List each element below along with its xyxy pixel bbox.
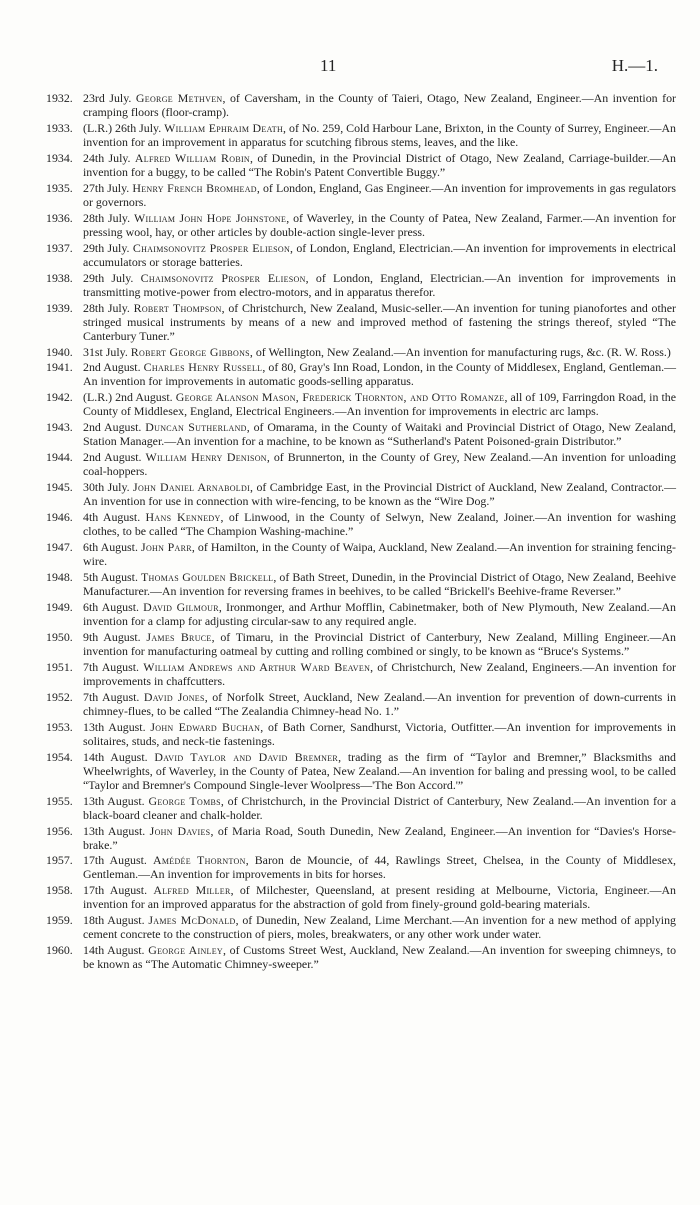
page-number: 11 (320, 56, 337, 75)
invention-description: , of Maria Road, South Dunedin, New Zealand, Engineer.—An invention for “Davies's Horse-brake.” (83, 823, 676, 852)
invention-description: , of Caversham, in the County of Taieri, Otago, New Zealand, Engineer.—An invention for cramping floors (floor-cramp). (83, 91, 676, 119)
entry-number: 1957. (46, 853, 73, 868)
entry-number: 1950. (46, 629, 73, 644)
patent-entry (46, 660, 676, 688)
applicant-name: Robert Thompson (133, 300, 222, 315)
applicant-name: John Parr (141, 540, 192, 555)
entry-number: 1936. (46, 210, 73, 225)
entry-date: 29th July. (83, 270, 141, 285)
patent-application-list (46, 91, 676, 973)
applicant-name: William Andrews and Arthur Ward Beaven (143, 659, 371, 674)
invention-description: , of Dunedin, in the Provincial District of Otago, New Zealand, Carriage-builder.—An invention for a buggy, to be called “The Robin's Patent Convertible Buggy.” (83, 150, 676, 179)
applicant-name: George Alanson Mason, Frederick Thornton, and Otto Romanze (175, 390, 505, 405)
invention-description: , of Milchester, Queensland, at present residing at Melbourne, Victoria, Engineer.—An invention for an improved apparatus for the abstraction of gold from finely-ground gold-bearing materials. (83, 883, 677, 912)
invention-description: , of Christchurch, New Zealand, Engineers.—An invention for improvements in chaffcutters. (83, 659, 677, 688)
entry-date: (L.R.) 2nd August. (83, 390, 176, 405)
entry-date: 2nd August. (83, 450, 146, 465)
entry-number: 1944. (46, 450, 73, 465)
entry-text (83, 750, 676, 792)
entry-text (83, 360, 676, 388)
patent-entry (46, 913, 676, 941)
patent-entry (46, 540, 676, 568)
entry-number: 1960. (46, 943, 73, 958)
applicant-name: John Davies (149, 823, 211, 838)
entry-number: 1937. (46, 240, 73, 255)
patent-entry (46, 750, 676, 792)
invention-description: , of Waverley, in the County of Patea, New Zealand, Farmer.—An invention for pressing wool, hay, or other articles by double-action single-lever press. (83, 210, 677, 239)
entry-number: 1932. (46, 91, 73, 105)
entry-text (83, 121, 676, 149)
entry-date: 13th August. (83, 823, 150, 838)
entry-text (83, 241, 676, 269)
invention-description: , of Norfolk Street, Auckland, New Zealand.—An invention for prevention of down-currents in chimney-flues, to be called “The Zealandia Chimney-head No. 1.” (83, 689, 677, 718)
invention-description: , of Omarama, in the County of Waitaki and Provincial District of Otago, New Zealand, Station Manager.—An invention for a machine, to be known as “Sutherland's Patent Poisoned-grain Distributor.” (83, 420, 677, 449)
applicant-name: George Methven (135, 91, 223, 105)
invention-description: , of Christchurch, in the Provincial District of Canterbury, New Zealand.—An invention for a black-board cleaner and chalk-holder. (83, 793, 676, 822)
entry-date: 2nd August. (83, 360, 144, 375)
entry-text (83, 450, 676, 478)
entry-text (83, 570, 676, 598)
patent-entry (46, 450, 676, 478)
patent-entry (46, 345, 676, 359)
entry-date: 4th August. (83, 510, 146, 525)
entry-date: 18th August. (83, 913, 149, 928)
entry-text (83, 883, 676, 911)
patent-entry (46, 301, 676, 343)
entry-date: 31st July. (83, 344, 131, 359)
entry-number: 1956. (46, 823, 73, 838)
patent-entry (46, 480, 676, 508)
entry-number: 1940. (46, 344, 73, 359)
entry-text (83, 824, 676, 852)
entry-number: 1943. (46, 420, 73, 435)
entry-date: 28th July. (83, 210, 134, 225)
entry-date: 7th August. (83, 659, 144, 674)
applicant-name: James McDonald (148, 913, 236, 928)
patent-entry (46, 853, 676, 881)
invention-description: , of Dunedin, New Zealand, Lime Merchant.—An invention for a new method of applying cement concrete to the construction of piers, moles, breakwaters, or any other work under water. (83, 913, 676, 942)
invention-description: , of Hamilton, in the County of Waipa, Auckland, New Zealand.—An invention for straining fencing-wire. (83, 540, 676, 569)
entry-text (83, 794, 676, 822)
entry-date: 14th August. (83, 749, 155, 764)
applicant-name: William Henry Denison (145, 450, 267, 465)
patent-entry (46, 943, 676, 971)
invention-description: , of Timaru, in the Provincial District of Canterbury, New Zealand, Milling Engineer.—An invention for manufacturing oatmeal by cutting and rolling combined or singly, to be known as “Bruce's Systems.” (83, 629, 676, 658)
entry-number: 1946. (46, 510, 73, 525)
entry-text (83, 630, 676, 658)
entry-date: 6th August. (83, 599, 144, 614)
entry-date: 13th August. (83, 719, 151, 734)
page-header (0, 56, 700, 80)
entry-number: 1949. (46, 599, 73, 614)
patent-entry (46, 181, 676, 209)
applicant-name: Amédée Thornton (152, 853, 246, 868)
applicant-name: James Bruce (146, 629, 212, 644)
invention-description: , of Cambridge East, in the Provincial District of Auckland, New Zealand, Contractor.—An invention for use in connection with wire-fencing, to be known as the “Wire Dog.” (83, 480, 676, 509)
entry-date: 24th July. (83, 150, 135, 165)
applicant-name: John Daniel Arnaboldi (133, 480, 251, 495)
entry-number: 1959. (46, 913, 73, 928)
entry-date: 30th July. (83, 480, 134, 495)
applicant-name: George Ainley (148, 943, 223, 958)
patent-entry (46, 151, 676, 179)
entry-date: 28th July. (83, 300, 134, 315)
applicant-name: David Taylor and David Bremner (154, 749, 339, 764)
entry-text (83, 510, 676, 538)
entry-number: 1935. (46, 180, 73, 195)
patent-entry (46, 390, 676, 418)
patent-entry (46, 720, 676, 748)
entry-number: 1933. (46, 120, 73, 135)
entry-date: 14th August. (83, 943, 149, 958)
patent-entry (46, 570, 676, 598)
invention-description: , of London, England, Electrician.—An invention for improvements in electrical accumulators or storage batteries. (83, 240, 676, 269)
entry-date: 6th August. (83, 540, 142, 555)
invention-description: , of Bath Street, Dunedin, in the Provincial District of Otago, New Zealand, Beehive Manufacturer.—An invention for reversing frames in beehives, to be called “Brickell's Beehive-frame Reverser.” (83, 570, 676, 598)
invention-description: , of Bath Corner, Sandhurst, Victoria, Outfitter.—An invention for improvements in solitaires, studs, and neck-tie fastenings. (83, 719, 676, 748)
entry-number: 1948. (46, 570, 73, 584)
entry-text (83, 420, 676, 448)
applicant-name: David Gilmour (143, 599, 219, 614)
patent-entry (46, 824, 676, 852)
entry-text (83, 480, 676, 508)
applicant-name: Chaimsonovitz Prosper Elieson (140, 270, 306, 285)
applicant-name: Chaimsonovitz Prosper Elieson (132, 240, 291, 255)
entry-date: 9th August. (83, 629, 147, 644)
applicant-name: Henry French Bromhead (132, 180, 257, 195)
patent-entry (46, 630, 676, 658)
applicant-name: Hans Kennedy (145, 510, 221, 525)
entry-number: 1954. (46, 749, 73, 764)
applicant-name: Charles Henry Russell (143, 360, 263, 375)
entry-number: 1938. (46, 270, 73, 285)
entry-number: 1945. (46, 480, 73, 495)
invention-description: , Ironmonger, and Arthur Mofflin, Cabinetmaker, both of New Plymouth, New Zealand.—An invention for a clamp for adjusting circular-saw to any required angle. (83, 599, 676, 628)
applicant-name: Alfred William Robin (134, 150, 250, 165)
entry-number: 1951. (46, 659, 73, 674)
entry-text (83, 91, 676, 119)
invention-description: , trading as the firm of “Taylor and Bremner,” Blacksmiths and Wheelwrights, of Waverley, in the County of Patea, New Zealand.—An invention for baling and pressing wool, to be called “Taylor and Bremner's Compound Single-lever Woolpress—'The Bon Accord.'” (83, 749, 676, 792)
invention-description: , of Brunnerton, in the County of Grey, New Zealand.—An invention for unloading coal-hoppers. (83, 450, 676, 479)
entry-number: 1942. (46, 390, 73, 405)
applicant-name: Robert George Gibbons (130, 344, 250, 359)
entry-date: 7th August. (83, 689, 144, 704)
entry-date: 2nd August. (83, 420, 146, 435)
entry-text (83, 390, 676, 418)
entry-text (83, 211, 676, 239)
patent-entry (46, 883, 676, 911)
invention-description: , of London, England, Gas Engineer.—An invention for improvements in gas regulators or governors. (83, 180, 676, 209)
entry-text (83, 301, 676, 343)
entry-number: 1941. (46, 360, 73, 375)
applicant-name: William Ephraim Death (164, 120, 284, 135)
entry-date: (L.R.) 26th July. (83, 120, 165, 135)
patent-entry (46, 510, 676, 538)
entry-text (83, 720, 676, 748)
entry-date: 13th August. (83, 793, 149, 808)
patent-entry (46, 91, 676, 119)
applicant-name: Duncan Sutherland (145, 420, 247, 435)
entry-number: 1939. (46, 300, 73, 315)
entry-text (83, 943, 676, 971)
invention-description: , of No. 259, Cold Harbour Lane, Brixton, in the County of Surrey, Engineer.—An invention for an improvement in apparatus for scutching fibrous stems, leaves, and the like. (83, 120, 676, 149)
entry-text (83, 690, 676, 718)
applicant-name: John Edward Buchan (150, 719, 261, 734)
applicant-name: George Tombs (148, 793, 221, 808)
applicant-name: Alfred Miller (153, 883, 231, 898)
entry-number: 1953. (46, 719, 73, 734)
entry-text (83, 271, 676, 299)
patent-entry (46, 794, 676, 822)
entry-number: 1952. (46, 689, 73, 704)
entry-text (83, 151, 676, 179)
patent-entry (46, 600, 676, 628)
invention-description: , of Christchurch, New Zealand, Music-seller.—An invention for tuning pianofortes and other stringed musical instruments by means of a new and improved method of fastening the strings thereof, styled “The Canterbury Tuner.” (83, 300, 676, 343)
applicant-name: Thomas Goulden Brickell (140, 570, 274, 584)
patent-entry (46, 420, 676, 448)
entry-date: 5th August. (83, 570, 141, 584)
entry-number: 1947. (46, 540, 73, 555)
parliamentary-paper-reference: H.—1. (611, 56, 658, 75)
patent-entry (46, 241, 676, 269)
entry-date: 17th August. (83, 853, 153, 868)
invention-description: , of Wellington, New Zealand.—An invention for manufacturing rugs, &c. (R. W. Ross.) (249, 344, 671, 359)
entry-date: 17th August. (83, 883, 154, 898)
entry-date: 23rd July. (83, 91, 136, 105)
entry-text (83, 540, 676, 568)
entry-date: 27th July. (83, 180, 133, 195)
entry-text (83, 181, 676, 209)
invention-description: , of 80, Gray's Inn Road, London, in the County of Middlesex, England, Gentleman.—An invention for improvements in automatic goods-selling apparatus. (83, 360, 677, 389)
invention-description: , Baron de Mouncie, of 44, Rawlings Street, Chelsea, in the County of Middlesex, Gentleman.—An invention for improvements in bits for horses. (83, 853, 676, 882)
applicant-name: William John Hope Johnstone (133, 210, 287, 225)
invention-description: , of Linwood, in the County of Selwyn, New Zealand, Joiner.—An invention for washing clothes, to be called “The Champion Washing-machine.” (83, 510, 676, 539)
patent-entry (46, 271, 676, 299)
patent-entry (46, 121, 676, 149)
patent-entry (46, 690, 676, 718)
invention-description: , of Customs Street West, Auckland, New Zealand.—An invention for sweeping chimneys, to be known as “The Automatic Chimney-sweeper.” (83, 943, 677, 972)
patent-entry (46, 360, 676, 388)
entry-text (83, 853, 676, 881)
entry-text (83, 660, 676, 688)
entry-text (83, 913, 676, 941)
patent-entry (46, 211, 676, 239)
entry-text (83, 600, 676, 628)
invention-description: , of London, England, Electrician.—An invention for improvements in transmitting motive-power from electro-motors, and in apparatus therefor. (83, 270, 676, 299)
entry-number: 1955. (46, 793, 73, 808)
applicant-name: David Jones (143, 689, 205, 704)
entry-number: 1958. (46, 883, 73, 898)
invention-description: , all of 109, Farringdon Road, in the County of Middlesex, England, Electrical Engineers.—An invention for improvements in electric arc lamps. (83, 390, 676, 419)
entry-text (83, 345, 676, 359)
entry-number: 1934. (46, 150, 73, 165)
entry-date: 29th July. (83, 240, 133, 255)
